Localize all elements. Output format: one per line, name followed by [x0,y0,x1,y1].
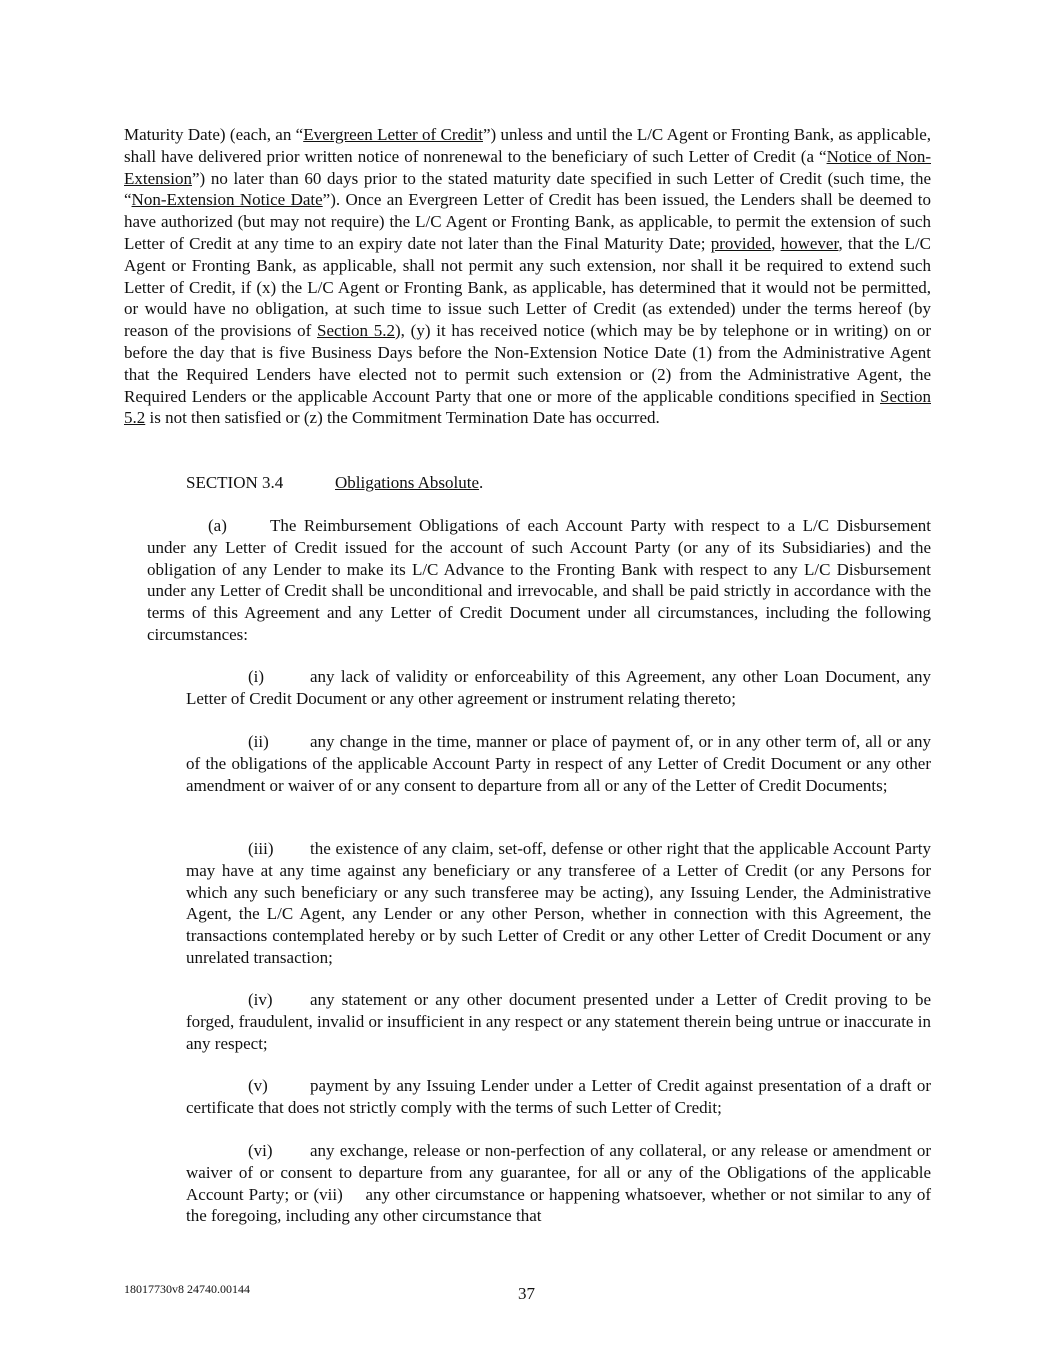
clause-i-text: any lack of validity or enforceability of this Agreement, any other Loan Document, any Letter of Credit Document or any other agreement or instrument relating thereto; [186,667,931,708]
paragraph-a-text: The Reimbursement Obligations of each Account Party with respect to a L/C Disbursement under any Letter of Credit issued for the account of such Account Party (or any of its Subsidiaries) and the obligation of any Lender to make its L/C Advance to the Fronting Bank with respect to any L/C Disbursement under any Letter of Credit shall be unconditional and irrevocable, and shall be paid strictly in accordance with the terms of this Agreement and any Letter of Credit Document under all circumstances, including the following circumstances: [147,516,931,644]
clause-v [186,1075,931,1119]
intro-text-7: ), (y) it has received notice (which may be by telephone or in writing) on or before the day that is five Business Days before the Non-Extension Notice Date (1) from the Administrative Agent that the Required Lenders have elected not to permit such extension or (2) from the Administrative Agent, the Required Lenders or the applicable Account Party that one or more of the applicable conditions specified in [124,321,931,406]
clause-vi [186,1140,931,1227]
intro-paragraph [124,124,931,429]
intro-text-4: ”). Once an Evergreen Letter of Credit has been issued, the Lenders shall be deemed to have authorized (but may not require) the L/C Agent or Fronting Bank, as applicable, to permit the extension of such Letter of Credit at any time to an expiry date not later than the Final Maturity Date; [124,190,931,253]
intro-text-5: , [771,233,781,253]
section-title: Obligations Absolute [335,473,480,492]
clause-vi-label: (vi) [248,1141,273,1160]
section-heading [186,472,483,494]
clause-iii-text: the existence of any claim, set-off, defense or other right that the applicable Account Party may have at any time against any beneficiary or any transferee of a Letter of Credit (or any Persons for which any such beneficiary or any such transferee may be acting), any Issuing Lender, the Administrative Agent, the L/C Agent, any Lender or any other Person, whether in connection with this Agreement, the transactions contemplated hereby or by such Letter of Credit or any other Letter of Credit Document or any unrelated transaction; [186,839,931,967]
intro-text-6: , that the L/C Agent or Fronting Bank, as applicable, shall not permit any such extension, nor shall it be required to extend such Letter of Credit, if (x) the L/C Agent or Fronting Bank, as applicable, has determined that it would not be permitted, or would have no obligation, at such time to issue such Letter of Credit (as extended) under the terms hereof (by reason of the provisions of [124,233,931,341]
clause-ii [186,731,931,796]
paragraph-a [147,515,931,646]
clause-iv [186,989,931,1054]
clause-iii [186,838,931,969]
clause-i [186,666,931,710]
paragraph-a-label: (a) [208,516,227,535]
clause-iv-label: (iv) [248,990,273,1009]
section-reference-5-2-second: Section 5.2 [124,386,931,428]
clause-v-text: payment by any Issuing Lender under a Letter of Credit against presentation of a draft or certificate that does not strictly comply with the terms of such Letter of Credit; [186,1076,931,1117]
defined-term-notice-of-non-extension: Notice of Non-Extension [124,146,931,188]
clause-v-label: (v) [248,1076,268,1095]
clause-vii-text: any other circumstance or happening whatsoever, whether or not similar to any of the foregoing, including any other circumstance that [186,1184,932,1226]
term-however: however [780,233,839,253]
footer-document-id: 18017730v8 24740.00144 [124,1282,250,1296]
term-provided: provided [710,233,772,253]
intro-text-2: ”) unless and until the L/C Agent or Fronting Bank, as applicable, shall have delivered prior written notice of nonrenewal to the beneficiary of such Letter of Credit (a “ [124,125,931,166]
defined-term-non-extension-notice-date: Non-Extension Notice Date [131,190,323,210]
section-title-period: . [479,473,484,492]
clause-ii-label: (ii) [248,732,269,751]
intro-text-3: ”) no later than 60 days prior to the stated maturity date specified in such Letter of Credit (such time, the “ [124,168,931,210]
section-reference-5-2: Section 5.2 [317,321,395,341]
intro-text-1: Maturity Date) (each, an “ [124,125,304,144]
clause-i-label: (i) [248,667,265,686]
clause-vii-label: (vii) [313,1184,343,1204]
intro-text-8: is not then satisfied or (z) the Commitment Termination Date has occurred. [145,408,660,428]
clause-iv-text: any statement or any other document presented under a Letter of Credit proving to be forged, fraudulent, invalid or insufficient in any respect or any statement therein being untrue or inaccurate in any respect; [186,990,931,1053]
clause-iii-label: (iii) [248,839,274,858]
clause-ii-text: any change in the time, manner or place of payment of, or in any other term of, all or any of the obligations of the applicable Account Party in respect of any Letter of Credit Document or any other amendment or waiver of or any consent to departure from all or any of the Letter of Credit Documents; [186,732,931,795]
defined-term-evergreen-letter-of-credit: Evergreen Letter of Credit [303,125,483,144]
clause-vi-text: any exchange, release or non-perfection of any collateral, or any release or amendment or waiver of or consent to departure from any guarantee, for all or any of the Obligations of the applicable Account Party; or [186,1141,931,1204]
page-number: 37 [518,1284,535,1303]
section-number: SECTION 3.4 [186,473,284,492]
